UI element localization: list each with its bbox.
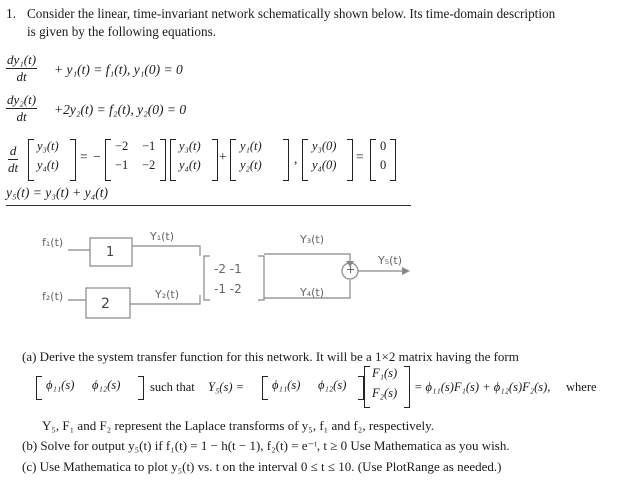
matrix-a21: −1 (115, 158, 129, 172)
diagram-matrix-row2: -1 -2 (214, 282, 242, 296)
problem-intro-line2: is given by the following equations. (27, 24, 216, 39)
state-y4: y₄(t) (179, 158, 201, 172)
F-vector-left-bracket (364, 366, 370, 408)
F1s: F₁(s) (372, 366, 398, 380)
f1-label: f₁(t) (42, 236, 64, 249)
state-y3: y₃(t) (179, 139, 201, 153)
part-b-line: (b) Solve for output y₅(t) if f₁(t) = 1 − h(t − 1), f₂(t) = e⁻ᵗ, t ≥ 0 Use Mathematica as you wish. (22, 438, 510, 453)
y4-label: Y₄(t) (300, 286, 325, 299)
eq3-minus: − (93, 149, 101, 164)
input-y1: y₁(t) (240, 139, 262, 153)
eq1-numerator: dy₁(t) (7, 52, 37, 67)
tf-row-left-bracket (36, 376, 42, 400)
tf2-phi12: ϕ₁₂(s) (318, 378, 347, 392)
eq1-rest: + y₁(t) = f₁(t), y₁(0) = 0 (54, 62, 183, 77)
such-that-text: such that (150, 380, 195, 394)
problem-number: 1. (6, 6, 17, 21)
where-text: where (566, 380, 597, 394)
y3-wire (264, 254, 350, 263)
eq4-output: y₅(t) = y₃(t) + y₄(t) (6, 185, 109, 200)
F-vector-right-bracket (404, 366, 410, 408)
zero-2: 0 (380, 158, 387, 172)
eq3-equals: = (80, 149, 88, 164)
y5-label: Y₅(t) (378, 254, 403, 267)
box1-value: 1 (106, 245, 115, 260)
matrix-a22: −2 (142, 158, 156, 172)
eq2-denominator: dt (16, 109, 27, 124)
tf-row-right-bracket (138, 376, 144, 400)
tf-result: = ϕ₁₁(s)F₁(s) + ϕ₁₂(s)F₂(s), (414, 380, 551, 394)
diagram-matrix-row1: -2 -1 (214, 262, 242, 276)
part-a-line1: (a) Derive the system transfer function for this network. It will be a 1×2 matrix having the form (22, 349, 519, 364)
tf-phi11: ϕ₁₁(s) (46, 378, 75, 392)
summing-plus: + (346, 263, 356, 276)
y1-label: Y₁(t) (150, 230, 175, 243)
y5-arrowhead (402, 267, 410, 275)
matrix-a11: −2 (115, 139, 129, 153)
ic-comma: , (294, 151, 298, 166)
F2s: F₂(s) (372, 386, 398, 400)
tf-phi12: ϕ₁₂(s) (92, 378, 121, 392)
eq2-numerator: dy₂(t) (7, 92, 37, 107)
eq3-plus: + (219, 149, 227, 164)
matrix-a12: −1 (142, 139, 156, 153)
eq1-denominator: dt (16, 69, 27, 84)
part-c-line: (c) Use Mathematica to plot y₅(t) vs. t on the interval 0 ≤ t ≤ 10. (Use PlotRange as needed.) (22, 459, 502, 474)
part-a-line3: Y₅, F₁ and F₂ represent the Laplace transforms of y₅, f₁ and f₂, respectively. (42, 418, 435, 433)
eq3-dt: dt (8, 160, 19, 175)
lhs-y4: y₄(t) (37, 158, 59, 172)
zero-1: 0 (380, 139, 387, 153)
eq3-d: d (9, 143, 17, 158)
lhs-y3: y₃(t) (37, 139, 59, 153)
tf2-phi11: ϕ₁₁(s) (272, 378, 301, 392)
ic-y3: y₃(0) (312, 139, 337, 153)
ic-equals: = (356, 149, 364, 164)
tf-row2-left-bracket (262, 376, 268, 400)
box2-value: 2 (101, 296, 110, 312)
y5s-lhs: Y₅(s) = (208, 380, 245, 394)
problem-intro-line1: Consider the linear, time-invariant network schematically shown below. Its time-domain description (27, 6, 556, 21)
f2-label: f₂(t) (42, 290, 64, 303)
matrix-box-right (258, 256, 264, 300)
y1-wire (132, 246, 200, 256)
y2-label: Y₂(t) (155, 288, 180, 301)
input-y2: y₂(t) (240, 158, 262, 172)
y3-label: Y₃(t) (300, 233, 325, 246)
ic-y4: y₄(0) (312, 158, 337, 172)
matrix-box-left (204, 256, 210, 300)
eq2-rest: +2y₂(t) = f₂(t), y₂(0) = 0 (54, 102, 187, 117)
